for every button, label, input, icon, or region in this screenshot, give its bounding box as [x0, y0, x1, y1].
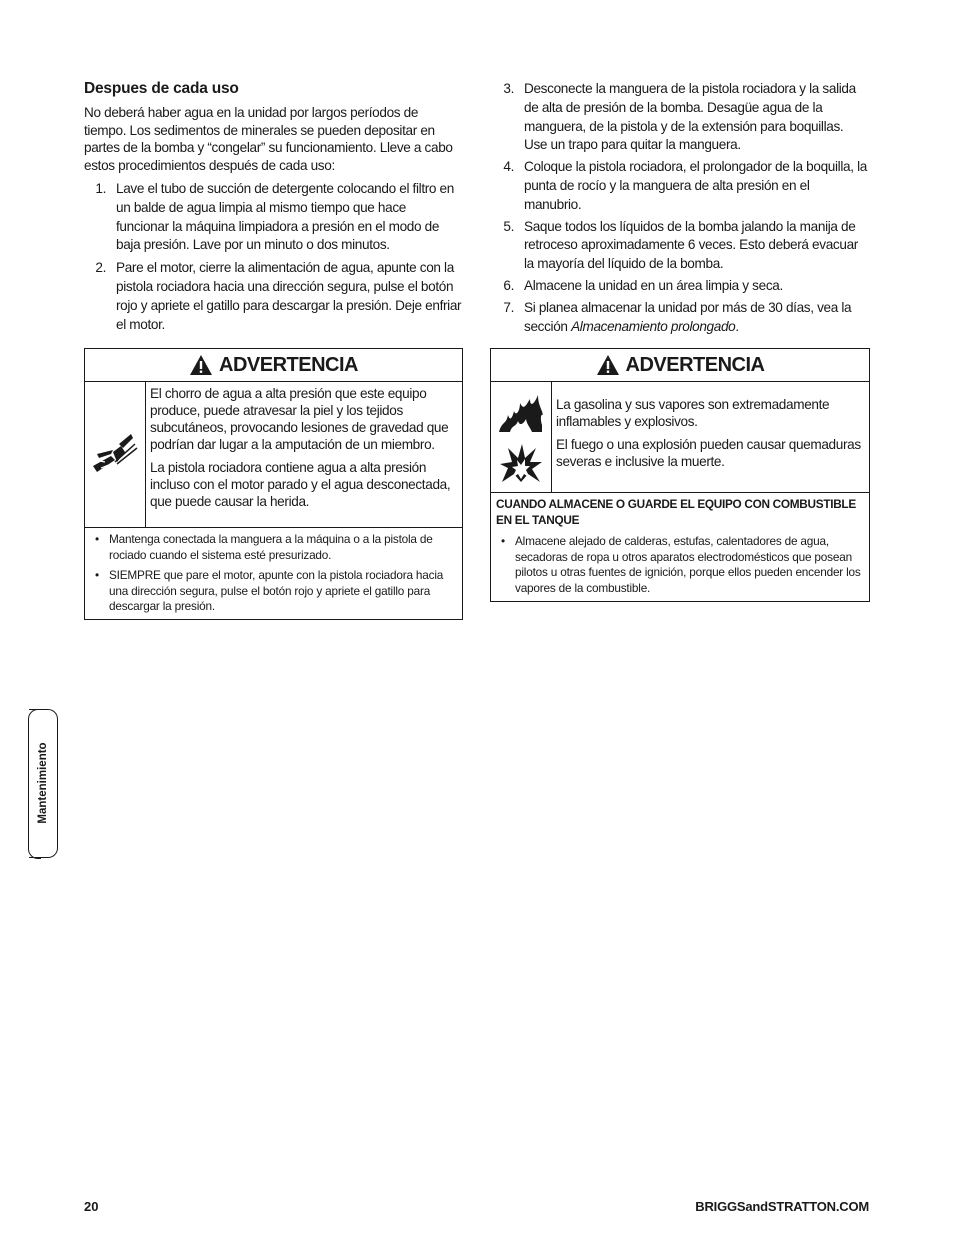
warning-title: ADVERTENCIA: [219, 353, 358, 376]
website-url: BRIGGSandSTRATTON.COM: [695, 1199, 869, 1214]
warning-paragraph: El chorro de agua a alta presión que este equipo produce, puede atravesar la piel y los tejidos subcutáneos, provocando lesiones de gravedad que podrían dar lugar a la amputación de un miembro.: [150, 386, 449, 452]
step-number: 7.: [503, 299, 514, 315]
right-column: [491, 80, 869, 339]
intro-paragraph: No deberá haber agua en la unidad por largos períodos de tiempo. Los sedimentos de minerales se pueden depositar en partes de la bomba y “congelar” su funcionamiento. Lleve a cabo estos procedimientos después de cada uso:: [84, 105, 453, 173]
fire-icon: [496, 391, 546, 433]
explosion-icon: [498, 442, 544, 484]
warning-triangle-icon: [596, 354, 620, 376]
list-item: [84, 180, 462, 255]
warning-bullets: [491, 492, 869, 601]
step-text: Almacene la unidad en un área limpia y seca.: [524, 277, 783, 293]
page-number: 20: [84, 1199, 99, 1214]
warning-header: [85, 349, 462, 382]
bullet-text: Mantenga conectada la manguera a la máquina o a la pistola de rociado cuando el sistema esté presurizado.: [109, 532, 433, 562]
list-item: • SIEMPRE que pare el motor, apunte con la pistola rociadora hacia una dirección segura, pulse el botón rojo y apriete el gatillo para descargar la presión.: [90, 568, 457, 615]
bullet-text: Almacene alejado de calderas, estufas, calentadores de agua, secadoras de ropa u otros aparatos electrodomésticos que posean pilotos u otras fuentes de ignición, porque ellos pueden encender los vapores de la combustible.: [515, 534, 861, 595]
list-item: [491, 299, 869, 337]
list-item: [84, 259, 462, 334]
step-number: 1.: [95, 181, 106, 196]
warning-text-cell: [552, 382, 869, 492]
storage-subheading: CUANDO ALMACENE O GUARDE EL EQUIPO CON COMBUSTIBLE EN EL TANQUE: [496, 497, 856, 527]
step-text: Lave el tubo de succión de detergente colocando el filtro en un balde de agua limpia al mismo tiempo que hace funcionar la máquina limpiadora a presión en el modo de baja presión. Lave por un minuto o dos minutos.: [116, 181, 454, 253]
warning-box-pressure: [84, 348, 463, 620]
section-tab-label: Mantenimiento: [37, 742, 49, 824]
warning-paragraph: La pistola rociadora contiene agua a alta presión incluso con el motor parado y el agua desconectada, que puede causar la herida.: [150, 460, 451, 509]
high-pressure-injection-icon: [91, 432, 139, 478]
step-text: Si planea almacenar la unidad por más de 30 días, vea la sección Almacenamiento prolongado.: [524, 299, 852, 334]
list-item: [491, 158, 869, 214]
list-item: [491, 277, 869, 296]
steps-list: [84, 180, 462, 334]
step-number: 3.: [503, 81, 514, 96]
step-number: 5.: [503, 218, 514, 234]
list-item: • Mantenga conectada la manguera a la máquina o a la pistola de rociado cuando el sistema esté presurizado.: [90, 532, 457, 563]
section-heading: Despues de cada uso: [84, 80, 239, 97]
warning-header: [491, 349, 869, 382]
warning-text-cell: [146, 382, 462, 527]
list-item: [491, 218, 869, 274]
step-text: Saque todos los líquidos de la bomba jalando la manija de retroceso aproximadamente 6 veces. Esto deberá evacuar la mayoría del líquido de la bomba.: [524, 218, 858, 272]
steps-list: [491, 80, 869, 336]
list-item: • Almacene alejado de calderas, estufas, calentadores de agua, secadoras de ropa u otros aparatos electrodomésticos que posean pilotos u otras fuentes de ignición, porque ellos pueden encender los vapores de la combustible.: [496, 534, 864, 596]
warning-triangle-icon: [189, 354, 213, 376]
step-number: 6.: [503, 277, 514, 293]
step-number: 4.: [503, 159, 514, 175]
left-column: [84, 80, 462, 338]
warning-box-fuel: [490, 348, 870, 602]
list-item: [491, 80, 869, 155]
warning-bullets: [85, 527, 462, 619]
step-text: Pare el motor, cierre la alimentación de agua, apunte con la pistola rociadora hacia una dirección segura, pulse el botón rojo y apriete el gatillo para descargar la presión. Deje enfriar el motor.: [116, 260, 462, 332]
warning-icon-cell: [491, 382, 552, 492]
step-number: 2.: [95, 260, 106, 276]
warning-body: [85, 382, 462, 527]
bullet-text: SIEMPRE que pare el motor, apunte con la pistola rociadora hacia una dirección segura, pulse el botón rojo y apriete el gatillo para descargar la presión.: [109, 568, 444, 614]
step-text: Desconecte la manguera de la pistola rociadora y la salida de alta de presión de la bomba. Desagüe agua de la manguera, de la pistola y de la extensión para boquillas. Use un trapo para quitar la manguera.: [524, 81, 856, 153]
warning-body: [491, 382, 869, 492]
warning-paragraph: El fuego o una explosión pueden causar quemaduras severas e inclusive la muerte.: [556, 437, 861, 469]
step-text: Coloque la pistola rociadora, el prolongador de la boquilla, la punta de rocío y la manguera de alta presión en el manubrio.: [524, 159, 867, 212]
warning-icon-cell: [85, 382, 146, 527]
warning-paragraph: La gasolina y sus vapores son extremadamente inflamables y explosivos.: [556, 397, 830, 429]
section-reference: Almacenamiento prolongado: [571, 318, 736, 334]
warning-title: ADVERTENCIA: [625, 353, 765, 376]
